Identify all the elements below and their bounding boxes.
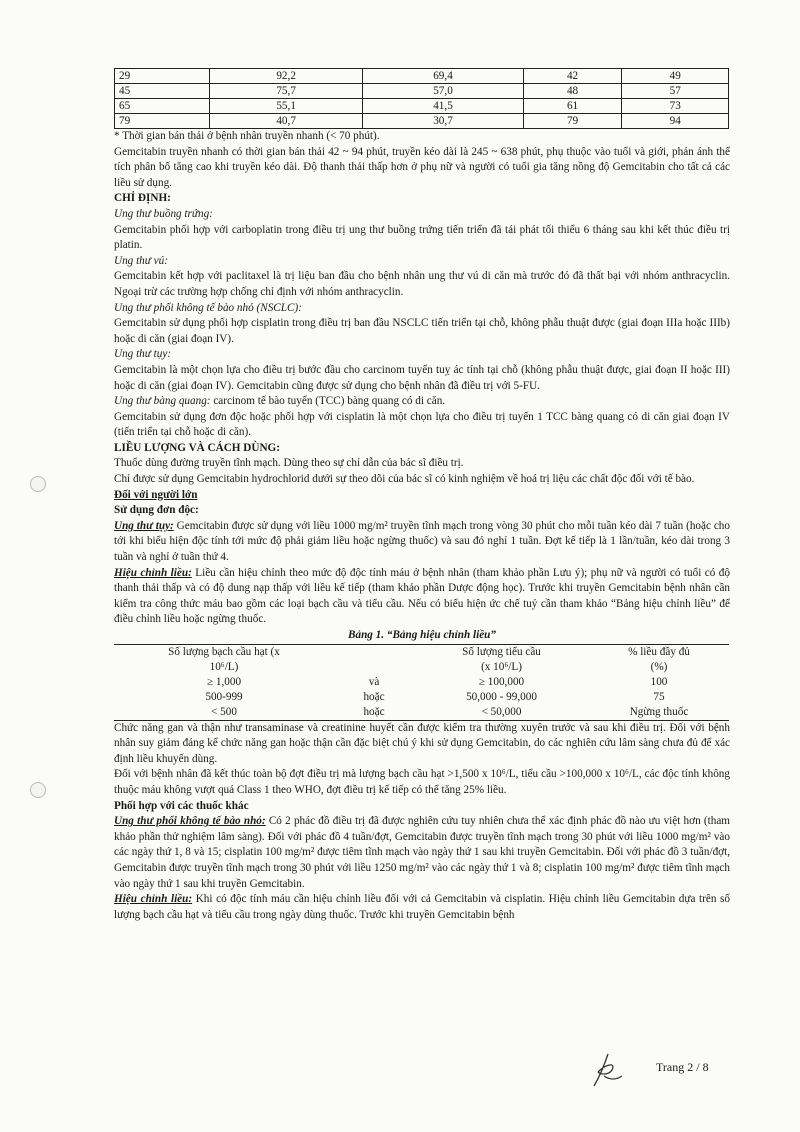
para-halflife: Gemcitabin truyền nhanh có thời gian bán thải 42 ~ 94 phút, truyền kéo dài là 245 ~ 638 phút, phụ thuộc vào tuổi và giới, phản ánh thể tích phân bố tăng cao khi truyền kéo dài. Độ thanh thải thấp hơn ở phụ nữ và người có tuổi gia tăng nồng độ Gemcitabin cho tất cả các liều sử dụng.	[114, 145, 730, 189]
table-row	[115, 69, 729, 84]
breast-para: Gemcitabin kết hợp với paclitaxel là trị liệu ban đầu cho bệnh nhân ung thư vú di căn mà trước đó đã thất bại với nhóm anthracyclin. Ngoại trừ các trường hợp chống chỉ định với nhóm anthracyclin.	[114, 270, 730, 298]
lung-combo-title: Ung thư phổi không tế bào nhỏ:	[114, 815, 266, 828]
lung-combo-text: Có 2 phác đồ điều trị đã được nghiên cứu tuy nhiên chưa thể xác định phác đồ nào ưu việt hơn (tham khảo phần thử nghiệm lâm sàng). Đối với phác đồ 4 tuần/đợt, Gemcitabin được truyền tĩnh mạch trong 30 phút với liều 1000 mg/m² vào các ngày thứ 1, 8 và 15; cisplatin 100 mg/m² được tiêm tĩnh mạch vào ngày thứ 1 sau khi truyền Gemcitabin. Đối với phác đồ 3 tuần/đợt, Gemcitabin được truyền tĩnh mạch trong 30 phút với liều 1250 mg/m² vào các ngày thứ 1 và 8; cisplatin 100 mg/m² được tiêm tĩnh mạch vào ngày thứ 1 sau khi truyền Gemcitabin.	[114, 815, 730, 890]
table-cell: 45	[115, 84, 210, 99]
para-complete: Đối với bệnh nhân đã kết thúc toàn bộ đợt điều trị mà lượng bạch cầu hạt >1,500 x 10⁶/L, tiểu cầu >100,000 x 10⁶/L, các độc tính không thuộc máu không vượt quá Class 1 theo WHO, đợt điều trị kế tiếp có thể tăng 25% liều.	[114, 768, 730, 796]
table-cell: 73	[622, 99, 729, 114]
table-cell: 49	[622, 69, 729, 84]
adjust2-text: Khi có độc tính máu cần hiệu chỉnh liều đối với cả Gemcitabin và cisplatin. Hiệu chỉnh liều Gemcitabin dựa trên số lượng bạch cầu hạt và tiểu cầu trong ngày dùng thuốc. Trước khi truyền Gemcitabin bệnh	[114, 893, 730, 921]
table-row	[115, 99, 729, 114]
heading-single: Sử dụng đơn độc:	[114, 504, 199, 517]
table-cell: Ngừng thuốc	[629, 705, 689, 718]
table-cell: 75	[653, 690, 665, 703]
lung-para: Gemcitabin sử dụng phối hợp cisplatin trong điều trị ban đầu NSCLC tiến triển tại chỗ, không phẫu thuật được (giai đoạn IIIa hoặc IIIb) hoặc di căn (giai đoạn IV).	[114, 317, 730, 345]
table-cell: 40,7	[209, 114, 362, 129]
table-cell: 42	[523, 69, 622, 84]
table-caption: Bảng 1. “Bảng hiệu chỉnh liều”	[348, 629, 496, 641]
bladder-para: Gemcitabin sử dụng đơn độc hoặc phối hợp với cisplatin là một chọn lựa cho điều trị tuyến 1 TCC bàng quang có di căn giai đoạn IV (tiến triển tại chỗ hoặc di căn).	[114, 410, 730, 439]
table-cell: 92,2	[209, 69, 362, 84]
punch-hole-top	[30, 476, 46, 492]
table-cell: 41,5	[363, 99, 523, 114]
table-cell: hoặc	[363, 705, 385, 718]
bladder-line	[114, 394, 730, 410]
table-cell: 75,7	[209, 84, 362, 99]
lung-combo-para	[114, 814, 730, 892]
table-cell	[334, 660, 414, 675]
heading-combo: Phối hợp với các thuốc khác	[114, 799, 249, 812]
table-cell: 30,7	[363, 114, 523, 129]
table-cell: 48	[523, 84, 622, 99]
adjust2-para	[114, 892, 730, 923]
table-cell: 69,4	[363, 69, 523, 84]
adjust-title: Hiệu chỉnh liều:	[114, 566, 192, 579]
table-cell: 79	[115, 114, 210, 129]
signature-mark	[586, 1050, 626, 1090]
pancreas-dose-para	[114, 519, 730, 566]
heading-adult: Đối với người lớn	[114, 488, 198, 501]
ovary-para: Gemcitabin phối hợp với carboplatin trong điều trị ung thư buồng trứng tiến triển đã tái phát tối thiểu 6 tháng sau khi kết thúc điều trị platin.	[114, 223, 730, 252]
adjust2-title: Hiệu chỉnh liều:	[114, 893, 193, 906]
document-page	[114, 68, 730, 923]
table-row	[114, 644, 729, 660]
table-cell: Số lượng bạch cầu hạt (x	[168, 645, 280, 658]
lung-title: Ung thư phổi không tế bào nhỏ (NSCLC):	[114, 301, 302, 314]
pancreas-dose-text: Gemcitabin được sử dụng với liều 1000 mg/m² truyền tĩnh mạch trong vòng 30 phút cho mỗi tuần kéo dài 7 tuần (hoặc cho tới khi biểu hiện độc tính tới mức độ phải giảm liều hoặc ngừng thuốc) và sau đó nghỉ 1 tuần. Đợt kế tiếp là 1 lần/tuần, kéo dài trong 3 tuần và nghỉ ở tuần thứ 4.	[114, 519, 730, 564]
table-cell: ≥ 1,000	[206, 675, 242, 688]
table-cell: < 500	[211, 705, 237, 718]
table-cell: 79	[523, 114, 622, 129]
para-liver: Chức năng gan và thận như transaminase và creatinine huyết cần được kiểm tra thường xuyên trước và sau khi điều trị. Đối với bệnh nhân suy giảm đáng kể chức năng gan hoặc thận cần đặc biệt chú ý khi sử dụng Gemcitabin, do các nghiên cứu lâm sàng chưa đủ để xác định liều khuyến dùng.	[114, 721, 730, 765]
table-cell: 94	[622, 114, 729, 129]
halflife-table	[114, 68, 729, 129]
para-supervision: Chỉ được sử dụng Gemcitabin hydrochlorid dưới sự theo dõi của bác sĩ có kinh nghiệm về hoá trị liệu các chất độc đối với tế bào.	[114, 473, 695, 486]
table-cell: 500-999	[205, 690, 243, 703]
table-row	[114, 690, 729, 705]
table-cell	[334, 644, 414, 660]
breast-title: Ung thư vú:	[114, 254, 168, 267]
bladder-title: Ung thư bàng quang:	[114, 395, 211, 408]
pancreas-para: Gemcitabin là một chọn lựa cho điều trị bước đầu cho carcinom tuyến tuỵ ác tính tại chỗ (không phẫu thuật được, giai đoạn II hoặc III) hoặc di căn (giai đoạn IV). Gemcitabin cũng được sử dụng cho bệnh nhân đã điều trị với 5-FU.	[114, 363, 730, 392]
table-cell: 61	[523, 99, 622, 114]
heading-dosage: LIỀU LƯỢNG VÀ CÁCH DÙNG:	[114, 441, 280, 454]
table-cell: Số lượng tiểu cầu	[462, 645, 541, 658]
pancreas-title: Ung thư tụy:	[114, 348, 172, 361]
table-cell: 57,0	[363, 84, 523, 99]
table-cell: 55,1	[209, 99, 362, 114]
page-number: Trang 2 / 8	[656, 1060, 709, 1074]
table-row	[114, 660, 729, 675]
table-row	[114, 675, 729, 690]
table-cell: hoặc	[363, 690, 385, 703]
table-cell: 50,000 - 99,000	[466, 690, 537, 703]
table-cell: (x 10⁶/L)	[481, 660, 522, 673]
dose-adjust-table	[114, 644, 729, 721]
adjust-text: Liều cần hiệu chỉnh theo mức độ độc tính máu ở bệnh nhân (tham khảo phần Lưu ý); phụ nữ và người có tuổi có độ thanh thải thấp và có độ dung nạp thấp với liều kế tiếp (tham khảo phần Dược động học). Trước khi truyền Gemcitabin bệnh nhân cần kiểm tra công thức máu bao gồm các loại bạch cầu và tiểu cầu. Nếu có biểu hiện ức chế tuỷ cần tham khảo “Bảng hiệu chỉnh liều” để điều chỉnh liều hoặc ngừng thuốc.	[114, 566, 730, 626]
table-row	[115, 84, 729, 99]
para-route: Thuốc dùng đường truyền tĩnh mạch. Dùng theo sự chỉ dẫn của bác sĩ điều trị.	[114, 457, 464, 470]
table-cell: và	[368, 675, 380, 688]
ovary-title: Ung thư buồng trứng:	[114, 207, 213, 220]
table-cell: 100	[650, 675, 668, 688]
adjust-para	[114, 566, 730, 628]
punch-hole-bottom	[30, 782, 46, 798]
table-cell: 10⁶/L)	[209, 660, 239, 673]
table-cell: 29	[115, 69, 210, 84]
bladder-title-rest: carcinom tế bào tuyến (TCC) bàng quang có di căn.	[210, 395, 446, 408]
table-cell: ≥ 100,000	[478, 675, 525, 688]
table-cell: 65	[115, 99, 210, 114]
table-row	[115, 114, 729, 129]
table-cell: (%)	[650, 660, 668, 673]
heading-indications: CHỈ ĐỊNH:	[114, 192, 171, 205]
table-row	[114, 705, 729, 721]
table-cell: < 50,000	[481, 705, 522, 718]
note-star: * Thời gian bán thải ở bệnh nhân truyền nhanh (< 70 phút).	[114, 130, 380, 142]
pancreas-dose-title: Ung thư tụy:	[114, 519, 174, 532]
table-cell: 57	[622, 84, 729, 99]
table-cell: % liều đầy đủ	[628, 645, 690, 658]
